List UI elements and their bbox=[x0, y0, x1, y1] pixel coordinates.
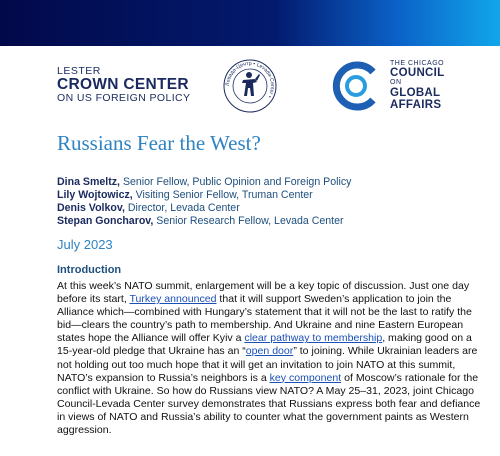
chicago-council-mark-icon bbox=[330, 60, 382, 112]
body-text-run: ” to joining. While Ukrainian leaders are not holding out too much hope that it will get an invitation to join NATO at this summit, NATO’s expansion to Russia’s neighbors is a bbox=[57, 345, 478, 384]
turkey-announced-link[interactable]: Turkey announced bbox=[129, 293, 217, 306]
author-name: Stepan Goncharov, bbox=[57, 215, 154, 227]
author-name: Denis Volkov, bbox=[57, 202, 125, 214]
section-heading: Introduction bbox=[57, 264, 122, 276]
author-name: Lily Wojtowicz, bbox=[57, 189, 133, 201]
logo-line: GLOBAL bbox=[390, 86, 441, 99]
logo-line: CROWN CENTER bbox=[57, 76, 189, 94]
author-line bbox=[57, 215, 351, 228]
key-component-link[interactable]: key component bbox=[269, 371, 342, 384]
intro-paragraph bbox=[57, 280, 487, 437]
logo-line: AFFAIRS bbox=[390, 98, 442, 111]
publication-date: July 2023 bbox=[57, 237, 113, 252]
author-list bbox=[57, 176, 351, 228]
logo-line: ON bbox=[390, 79, 402, 87]
logo-line: COUNCIL bbox=[390, 67, 445, 80]
levada-ring-text: Левада-Центр • Levada-Center • bbox=[224, 60, 276, 99]
chicago-council-logo bbox=[330, 60, 480, 116]
author-line bbox=[57, 189, 351, 202]
body-text-run: , making good on a 15-year-old pledge that Ukraine has an “ bbox=[57, 332, 472, 358]
logo-line: ON US FOREIGN POLICY bbox=[57, 92, 191, 105]
logo-line: THE CHICAGO bbox=[390, 60, 445, 67]
levada-center-logo bbox=[222, 58, 278, 114]
open-door-link[interactable]: open door bbox=[245, 345, 294, 358]
lester-crown-center-logo bbox=[57, 66, 190, 104]
author-name: Dina Smeltz, bbox=[57, 176, 120, 188]
document-title: Russians Fear the West? bbox=[57, 131, 261, 155]
author-line bbox=[57, 202, 351, 215]
author-role: Director, Levada Center bbox=[124, 202, 240, 214]
author-role: Visiting Senior Fellow, Truman Center bbox=[132, 189, 313, 201]
body-text-run: At this week’s NATO summit, enlargement will be a key topic of discussion. Just one day before its start, bbox=[57, 280, 470, 306]
logo-line: LESTER bbox=[57, 65, 101, 77]
author-line bbox=[57, 176, 351, 189]
body-text-run: that it will support Sweden’s application to join the Alliance which—combined with Hungary’s statement that it will not be the last to ratify the bid—clears the country’s path to membership. And Ukraine and nine Eastern European states hope the Alliance will offer Kyiv a bbox=[57, 293, 472, 345]
body-text-run: of Moscow’s rationale for the conflict with Ukraine. So how do Russians view NATO? A May 25–31, 2023, joint Chicago Council-Levada Center survey demonstrates that Russians express both fear and defiance in views of NATO and Russia’s ability to counter what the government paints as Western aggression. bbox=[57, 371, 481, 437]
header-banner bbox=[0, 0, 500, 46]
figure-icon bbox=[242, 72, 260, 96]
author-role: Senior Fellow, Public Opinion and Foreign Policy bbox=[120, 176, 352, 188]
author-role: Senior Research Fellow, Levada Center bbox=[153, 215, 344, 227]
membership-pathway-link[interactable]: clear pathway to membership bbox=[244, 332, 383, 345]
